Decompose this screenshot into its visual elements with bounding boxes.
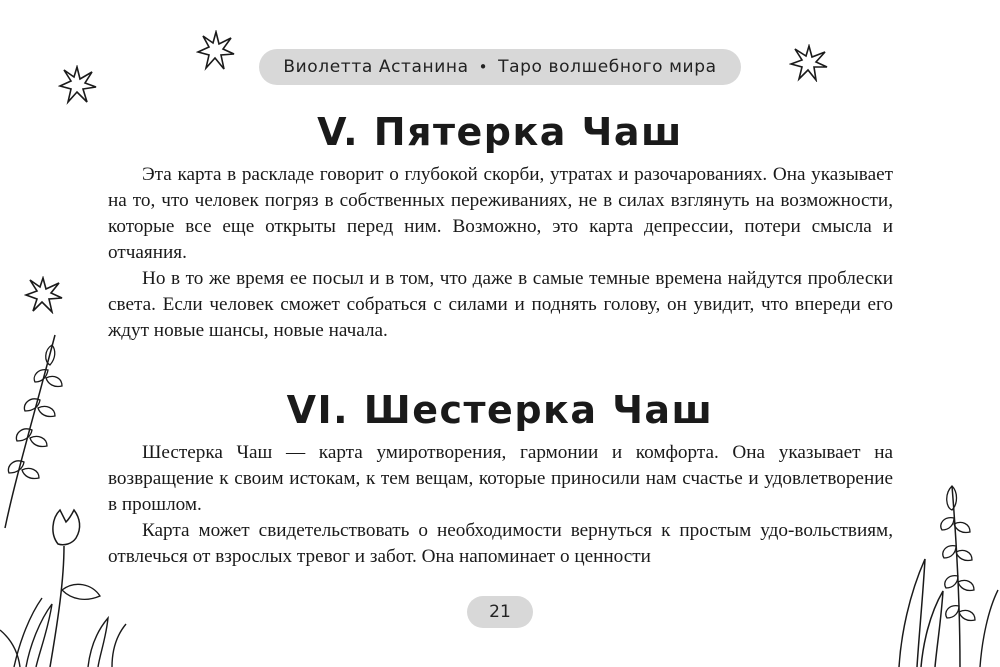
- tulip-icon: [0, 500, 130, 667]
- paragraph: Шестерка Чаш — карта умиротворения, гармонии и комфорта. Она указывает на возвращение к своим истокам, к тем вещам, которые приносили нам счастье и удовлетворение в прошлом.: [108, 442, 893, 515]
- paragraph: Карта может свидетельствовать о необходимости вернуться к простым удо-вольствиям, отвлечься от взрослых тревог и забот. Она напоминает о ценности: [108, 520, 893, 567]
- paragraph: Эта карта в раскладе говорит о глубокой скорби, утратах и разочарованиях. Она указывает на то, что человек погряз в собственных переживаниях, не в силах взглянуть на возможности, которые все еще открыты перед ним. Возможно, это карта депрессии, потери смысла и отчаяния.: [108, 164, 893, 263]
- section-body: [108, 440, 893, 570]
- paragraph: Но в то же время ее посыл и в том, что даже в самые темные времена найдутся проблески света. Если человек сможет собраться с силами и поднять голову, он увидит, что впереди его ждут новые шансы, новые начала.: [108, 268, 893, 341]
- section-body: [108, 162, 893, 344]
- leafy-branch-icon: [930, 480, 1000, 667]
- section-title: VI. Шестерка Чаш: [286, 388, 714, 432]
- header-separator: •: [478, 58, 489, 76]
- star-icon: [24, 276, 64, 314]
- section-title: V. Пятерка Чаш: [317, 110, 683, 154]
- page-number: 21: [467, 596, 533, 628]
- star-icon: [58, 65, 98, 105]
- header-book-title: Таро волшебного мира: [498, 57, 717, 77]
- star-icon: [196, 30, 236, 72]
- star-icon: [789, 44, 829, 82]
- running-header: [259, 49, 741, 85]
- header-author: Виолетта Астанина: [283, 57, 469, 77]
